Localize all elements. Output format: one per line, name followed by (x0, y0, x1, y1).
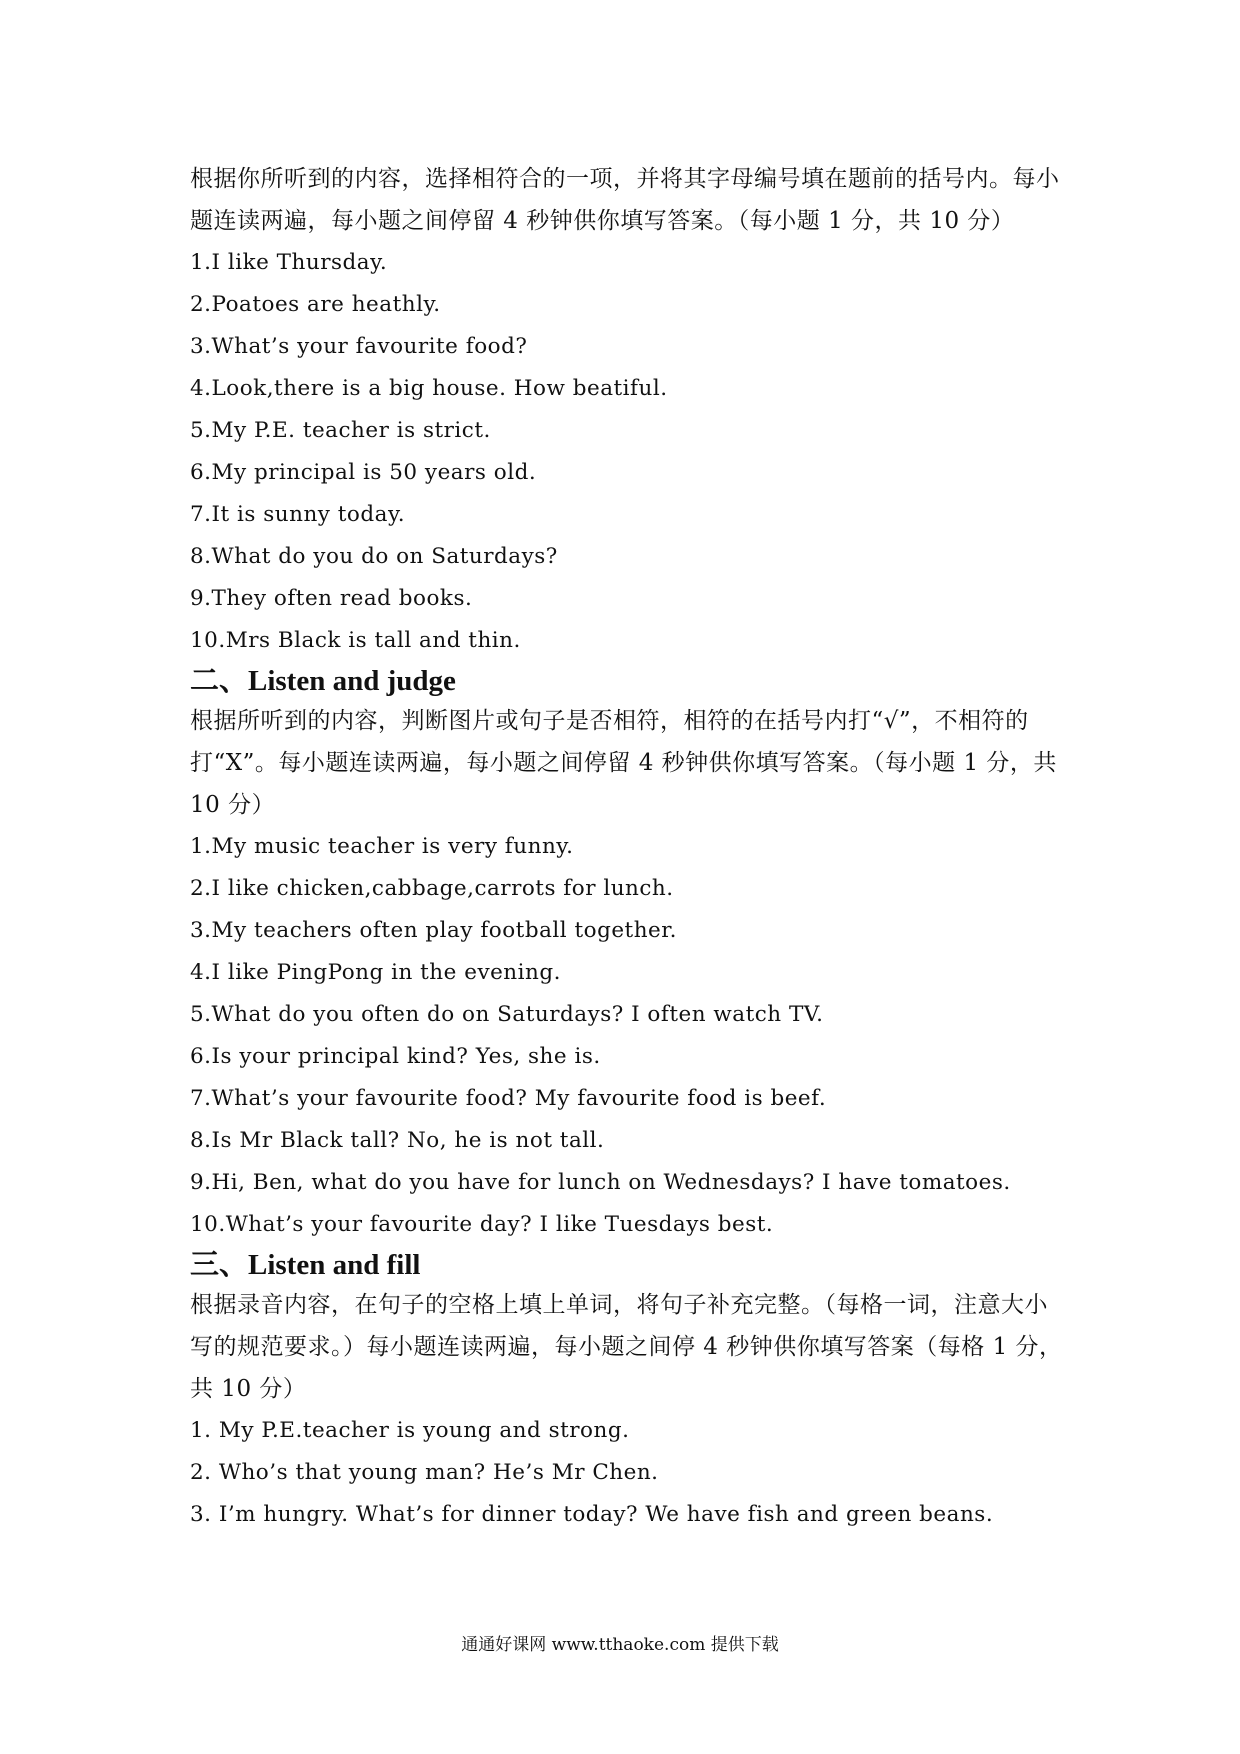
section-1-instructions: 根据你所听到的内容，选择相符合的一项，并将其字母编号填在题前的括号内。每小题连读两遍，每小题之间停留 4 秒钟供你填写答案。（每小题 1 分，共 10 分） (190, 166, 1060, 234)
section-3 (190, 1246, 1070, 1536)
list-item: 5.What do you often do on Saturdays? I often watch TV. (190, 1002, 824, 1027)
section-3-instructions: 根据录音内容，在句子的空格上填上单词，将句子补充完整。（每格一词，注意大小写的规范要求。）每小题连读两遍，每小题之间停 4 秒钟供你填写答案（每格 1 分，共 10 分） (190, 1292, 1063, 1402)
section-1 (190, 158, 1070, 662)
section-1-items (190, 242, 1070, 662)
list-item: 1.I like Thursday. (190, 250, 388, 275)
list-item: 1. My P.E.teacher is young and strong. (190, 1418, 630, 1443)
list-item: 3.What’s your favourite food? (190, 334, 528, 359)
page-footer: 通通好课网 www.tthaoke.com 提供下载 (461, 1635, 779, 1655)
section-3-items (190, 1410, 1070, 1536)
section-2-instructions: 根据所听到的内容，判断图片或句子是否相符，相符的在括号内打“√”，不相符的打“X”。每小题连读两遍，每小题之间停留 4 秒钟供你填写答案。（每小题 1 分，共 10 分） (190, 708, 1057, 818)
list-item: 2. Who’s that young man? He’s Mr Chen. (190, 1460, 659, 1485)
list-item: 2.I like chicken,cabbage,carrots for lunch. (190, 876, 674, 901)
list-item: 4.Look,there is a big house. How beatiful. (190, 376, 668, 401)
list-item: 7.It is sunny today. (190, 502, 406, 527)
list-item: 6.Is your principal kind? Yes, she is. (190, 1044, 601, 1069)
section-2 (190, 662, 1070, 1246)
section-2-items (190, 826, 1070, 1246)
list-item: 2.Poatoes are heathly. (190, 292, 441, 317)
section-3-heading: 三、Listen and fill (190, 1249, 421, 1281)
list-item: 1.My music teacher is very funny. (190, 834, 574, 859)
list-item: 7.What’s your favourite food? My favourite food is beef. (190, 1086, 827, 1111)
list-item: 3.My teachers often play football together. (190, 918, 678, 943)
document-page (190, 158, 1070, 1536)
list-item: 3. I’m hungry. What’s for dinner today? We have fish and green beans. (190, 1502, 994, 1527)
list-item: 8.Is Mr Black tall? No, he is not tall. (190, 1128, 605, 1153)
list-item: 9.They often read books. (190, 586, 473, 611)
list-item: 9.Hi, Ben, what do you have for lunch on Wednesdays? I have tomatoes. (190, 1170, 1011, 1195)
list-item: 8.What do you do on Saturdays? (190, 544, 558, 569)
list-item: 6.My principal is 50 years old. (190, 460, 537, 485)
list-item: 5.My P.E. teacher is strict. (190, 418, 491, 443)
list-item: 10.Mrs Black is tall and thin. (190, 628, 521, 653)
list-item: 4.I like PingPong in the evening. (190, 960, 561, 985)
list-item: 10.What’s your favourite day? I like Tuesdays best. (190, 1212, 774, 1237)
section-2-heading: 二、Listen and judge (190, 665, 456, 697)
